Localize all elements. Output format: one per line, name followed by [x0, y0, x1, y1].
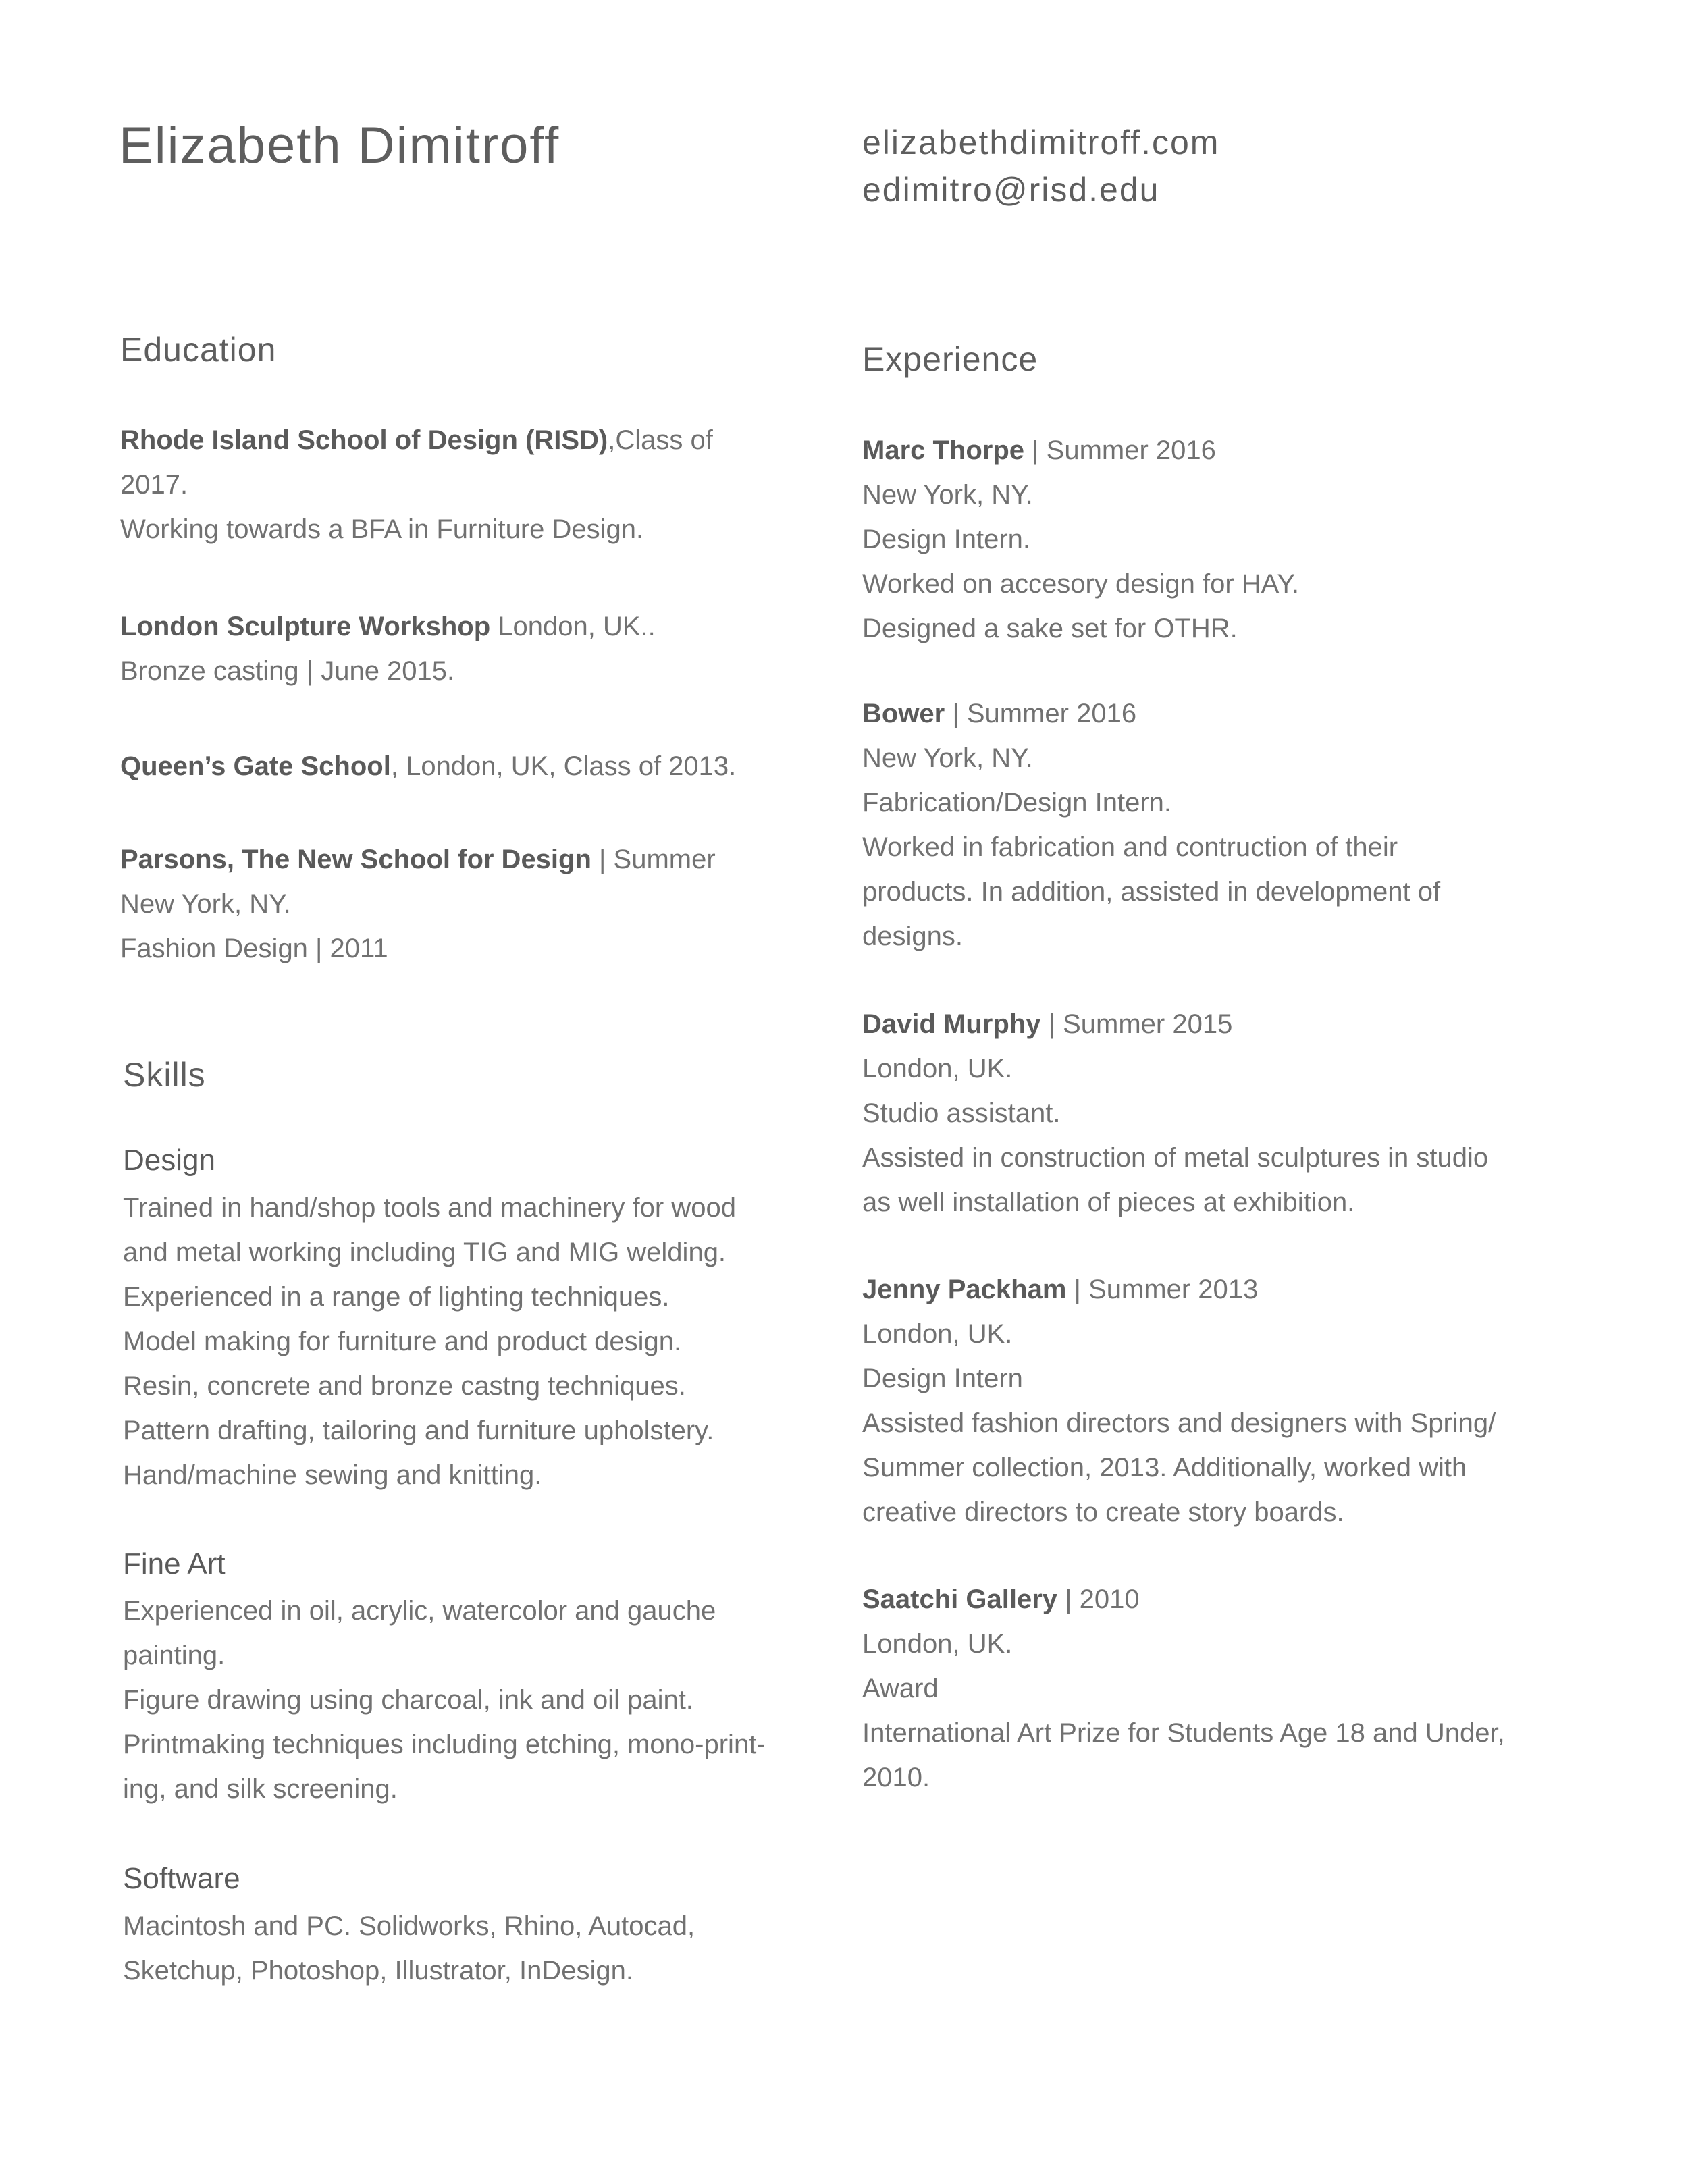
entry-line: London, UK.	[862, 1319, 1013, 1349]
entry-line: Fashion Design | 2011	[120, 934, 388, 963]
email-link[interactable]: edimitro@risd.edu	[862, 171, 1160, 209]
entry-detail: | Summer 2016	[1024, 435, 1216, 465]
entry-line: New York, NY.	[120, 889, 291, 919]
education-heading: Education	[120, 331, 277, 369]
skill-line: Figure drawing using charcoal, ink and oil paint.	[123, 1685, 693, 1715]
experience-entry-bower	[862, 691, 1551, 959]
entry-detail: London, UK..	[490, 612, 656, 641]
experience-entry-saatchi-gallery	[862, 1577, 1551, 1800]
skills-heading: Skills	[123, 1056, 206, 1094]
entry-org: London Sculpture Workshop	[120, 612, 491, 641]
entry-line: International Art Prize for Students Age 18 and Under,	[862, 1718, 1505, 1748]
entry-detail: ,Class of	[608, 425, 713, 455]
entry-line: as well installation of pieces at exhibition.	[862, 1188, 1355, 1217]
website-link[interactable]: elizabethdimitroff.com	[862, 124, 1220, 161]
entry-line: products. In addition, assisted in development of	[862, 877, 1441, 907]
skill-line: Sketchup, Photoshop, Illustrator, InDesign.	[123, 1956, 633, 1986]
entry-line: 2017.	[120, 470, 188, 500]
entry-line: Award	[862, 1674, 939, 1703]
skill-line: Macintosh and PC. Solidworks, Rhino, Autocad,	[123, 1911, 695, 1941]
entry-title-line	[120, 604, 795, 649]
entry-org: Marc Thorpe	[862, 435, 1025, 465]
entry-title-line	[862, 1002, 1551, 1046]
entry-line: Designed a sake set for OTHR.	[862, 614, 1238, 643]
skill-line: and metal working including TIG and MIG welding.	[123, 1237, 727, 1267]
entry-line: Worked in fabrication and contruction of their	[862, 832, 1398, 862]
experience-entry-david-murphy	[862, 1002, 1551, 1225]
entry-title-line	[862, 1267, 1551, 1312]
education-entry-risd	[120, 418, 795, 552]
entry-title-line	[862, 428, 1551, 473]
entry-title-line	[120, 837, 795, 882]
experience-entry-jenny-packham	[862, 1267, 1551, 1535]
skill-line: Trained in hand/shop tools and machinery for wood	[123, 1193, 736, 1223]
skills-design-heading: Design	[123, 1144, 215, 1177]
skill-line: Experienced in a range of lighting techniques.	[123, 1282, 670, 1312]
skills-fine-art-heading: Fine Art	[123, 1547, 226, 1580]
entry-line: London, UK.	[862, 1054, 1013, 1084]
entry-line: Design Intern	[862, 1364, 1023, 1393]
education-entry-queens-gate	[120, 744, 795, 789]
entry-detail: | Summer 2015	[1040, 1009, 1233, 1039]
skill-line: ing, and silk screening.	[123, 1774, 398, 1804]
experience-entry-marc-thorpe	[862, 428, 1551, 651]
entry-org: Saatchi Gallery	[862, 1584, 1058, 1614]
entry-org: David Murphy	[862, 1009, 1041, 1039]
experience-heading: Experience	[862, 340, 1038, 378]
skill-line: Pattern drafting, tailoring and furniture upholstery.	[123, 1416, 714, 1445]
entry-line: Design Intern.	[862, 525, 1031, 554]
entry-org: Queen’s Gate School	[120, 751, 391, 781]
skill-line: Experienced in oil, acrylic, watercolor and gauche	[123, 1596, 716, 1626]
entry-line: Working towards a BFA in Furniture Design.	[120, 514, 644, 544]
entry-detail: | 2010	[1057, 1584, 1140, 1614]
entry-detail: | Summer 2013	[1066, 1275, 1259, 1304]
education-entry-parsons	[120, 837, 795, 971]
skills-software-heading: Software	[123, 1862, 240, 1895]
skill-line: Model making for furniture and product design.	[123, 1327, 682, 1356]
entry-line: New York, NY.	[862, 480, 1033, 510]
skill-line: painting.	[123, 1641, 226, 1670]
entry-org: Jenny Packham	[862, 1275, 1067, 1304]
entry-line: Assisted in construction of metal sculptures in studio	[862, 1143, 1489, 1173]
entry-title-line	[120, 418, 795, 462]
skills-design-list	[123, 1186, 798, 1497]
contact-block	[862, 119, 1219, 213]
entry-line: Studio assistant.	[862, 1098, 1061, 1128]
entry-org: Bower	[862, 699, 945, 728]
entry-line: creative directors to create story boards.	[862, 1497, 1344, 1527]
entry-line: Worked on accesory design for HAY.	[862, 569, 1299, 599]
skill-line: Printmaking techniques including etching, mono-print-	[123, 1730, 766, 1759]
entry-line: designs.	[862, 922, 963, 951]
resume-name: Elizabeth Dimitroff	[119, 117, 560, 174]
skills-fine-art-list	[123, 1589, 798, 1811]
entry-line: Assisted fashion directors and designers with Spring/	[862, 1408, 1496, 1438]
entry-detail: , London, UK, Class of 2013.	[390, 751, 737, 781]
skill-line: Resin, concrete and bronze castng techniques.	[123, 1371, 686, 1401]
education-entry-london-sculpture	[120, 604, 795, 693]
entry-detail: | Summer 2016	[945, 699, 1137, 728]
entry-line: Summer collection, 2013. Additionally, worked with	[862, 1453, 1467, 1483]
entry-line: New York, NY.	[862, 743, 1033, 773]
entry-title-line	[120, 744, 795, 789]
skills-software-list	[123, 1904, 798, 1993]
entry-org: Parsons, The New School for Design	[120, 845, 591, 874]
entry-line: Fabrication/Design Intern.	[862, 788, 1172, 818]
entry-title-line	[862, 691, 1551, 736]
entry-org: Rhode Island School of Design (RISD)	[120, 425, 608, 455]
entry-line: London, UK.	[862, 1629, 1013, 1659]
entry-line: Bronze casting | June 2015.	[120, 656, 455, 686]
entry-detail: | Summer	[591, 845, 716, 874]
skill-line: Hand/machine sewing and knitting.	[123, 1460, 542, 1490]
entry-title-line	[862, 1577, 1551, 1622]
entry-line: 2010.	[862, 1763, 930, 1792]
